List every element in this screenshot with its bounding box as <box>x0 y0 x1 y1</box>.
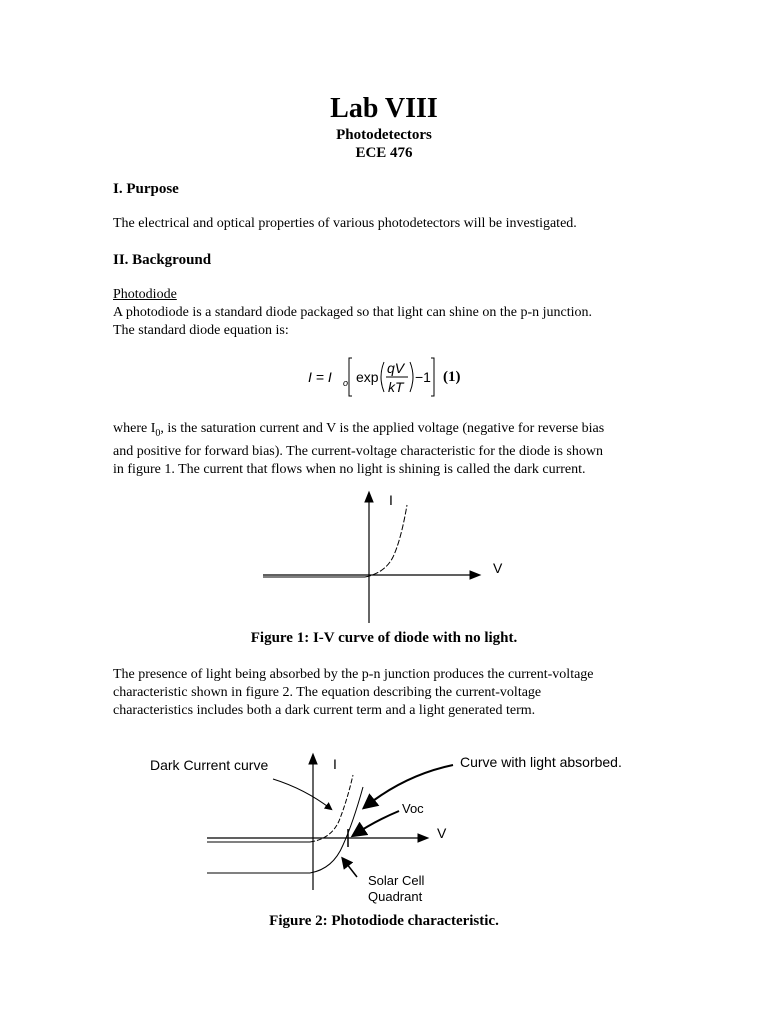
eq-subscript: o <box>343 378 349 388</box>
where-line-1 <box>113 420 653 443</box>
intro-line-2: The standard diode equation is: <box>113 323 289 338</box>
fig2-voc-pointer <box>354 811 399 835</box>
fig2-label-i: I <box>333 756 337 772</box>
intro-line-1: A photodiode is a standard diode packaged so that light can shine on the p-n junction. <box>113 305 593 320</box>
course-code: ECE 476 <box>355 145 413 161</box>
fig2-solar-pointer <box>343 859 357 877</box>
purpose-heading: I. Purpose <box>113 181 179 197</box>
where-paragraph <box>113 420 653 479</box>
purpose-line: The electrical and optical properties of various photodetectors will be investigated. <box>113 216 577 231</box>
fig2-label-v: V <box>437 825 447 841</box>
fig2-label-dark: Dark Current curve <box>150 757 269 773</box>
presence-line-1: The presence of light being absorbed by the p-n junction produces the current-voltage <box>113 667 594 682</box>
page-subtitle: Photodetectors <box>336 127 432 143</box>
fig1-label-i: I <box>389 492 393 508</box>
fig1-label-v: V <box>493 560 503 576</box>
fig2-label-solar-2: Quadrant <box>368 889 423 904</box>
eq-left-paren <box>381 362 384 392</box>
where-rest: , is the saturation current and V is the applied voltage (negative for reverse bias <box>160 421 605 436</box>
fig2-label-light: Curve with light absorbed. <box>460 754 622 770</box>
eq-right-bracket <box>431 358 434 396</box>
purpose-text <box>113 215 653 233</box>
eq-right-paren <box>410 362 413 392</box>
eq-func: exp <box>356 369 379 385</box>
fig2-dark-pointer <box>273 779 331 809</box>
presence-line-3: characteristics includes both a dark current term and a light generated term. <box>113 703 536 718</box>
photodiode-subheading: Photodiode <box>113 287 177 302</box>
where-line-3: in figure 1. The current that flows when no light is shining is called the dark current. <box>113 461 586 477</box>
presence-line-2: characteristic shown in figure 2. The equation describing the current-voltage <box>113 685 542 700</box>
figure1-caption: Figure 1: I-V curve of diode with no light. <box>250 630 518 646</box>
fig2-label-voc: Voc <box>402 801 424 816</box>
eq-left-bracket <box>349 358 352 396</box>
fig1-forward-curve <box>365 505 407 577</box>
where-line-2: and positive for forward bias). The current-voltage characteristic for the diode is shown <box>113 443 603 459</box>
where-prefix: where I <box>113 421 156 436</box>
figure2-photodiode-plot <box>145 745 635 910</box>
equation-number: (1) <box>443 369 461 385</box>
background-heading: II. Background <box>113 252 212 268</box>
eq-tail: −1 <box>415 369 431 385</box>
eq-numerator: qV <box>387 360 405 376</box>
eq-denominator: kT <box>388 379 404 395</box>
figure1-iv-plot <box>255 485 515 625</box>
fig2-dark-curve <box>310 775 353 842</box>
fig2-label-solar-1: Solar Cell <box>368 873 425 888</box>
where-subscript: 0 <box>155 427 161 439</box>
intro-paragraph <box>113 286 653 340</box>
eq-lhs: I = I <box>308 369 332 385</box>
presence-paragraph <box>113 666 653 720</box>
page-title: Lab VIII <box>330 93 438 124</box>
figure2-caption: Figure 2: Photodiode characteristic. <box>269 913 499 929</box>
